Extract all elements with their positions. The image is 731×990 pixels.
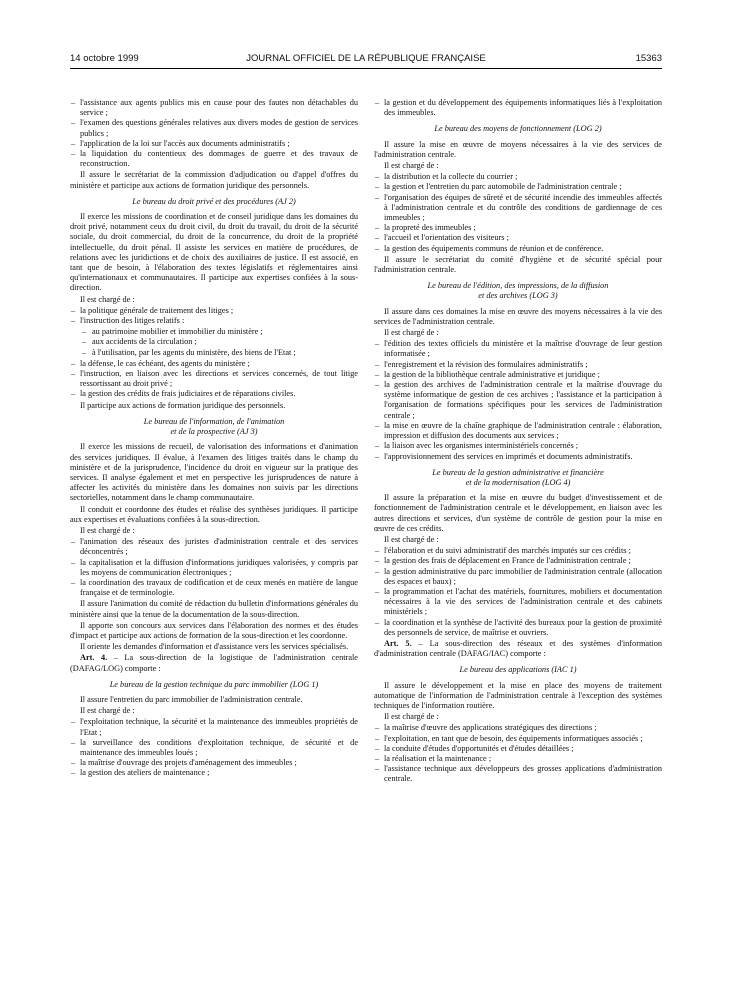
duties-list bbox=[70, 306, 358, 326]
section-heading-iac1: Le bureau des applications (IAC 1) bbox=[459, 665, 577, 675]
section-heading-log3 bbox=[374, 281, 662, 301]
article-text: – La sous-direction de la logistique de l'administration centrale (DAFAG/LOG) comporte : bbox=[70, 653, 358, 673]
list-item: – l'instruction des litiges relatifs : bbox=[70, 316, 358, 326]
list-item: – la programmation et l'achat des matériels, fournitures, mobiliers et documentation nécessaires à la vie des services de l'administration centrale et des cabinets ministériels ; bbox=[374, 587, 662, 618]
article-5 bbox=[374, 639, 662, 659]
duties-list bbox=[374, 546, 662, 638]
paragraph: Il est chargé de : bbox=[80, 294, 135, 304]
list-item: – l'accueil et l'orientation des visiteurs ; bbox=[374, 233, 662, 243]
paragraph: Il participe aux actions de formation juridique des personnels. bbox=[80, 400, 286, 410]
list-item: – la politique générale de traitement des litiges ; bbox=[70, 306, 358, 316]
section-heading-log4 bbox=[374, 468, 662, 488]
page-header bbox=[70, 53, 662, 67]
list-item: – l'application de la loi sur l'accès aux documents administratifs ; bbox=[70, 139, 358, 149]
paragraph: Il est chargé de : bbox=[80, 525, 135, 535]
heading-line: Le bureau de l'édition, des impressions, de la diffusion bbox=[427, 281, 609, 291]
list-item: – l'instruction, en liaison avec les directions et services concernés, de tout litige ressortissant au droit privé ; bbox=[70, 369, 358, 389]
list-item: – la coordination des travaux de codification et de ceux menés en matière de langue française et de terminologie. bbox=[70, 578, 358, 598]
paragraph: Il est chargé de : bbox=[384, 534, 439, 544]
paragraph: Il exerce les missions de coordination et de conseil juridique dans les domaines du droit privé, notamment ceux du droit civil, du droit du travail, du droit de la sécurité sociale, du droit commercial, du droit de la concurrence, du droit de la propriété intellectuelle, du droit pénal. Il assiste les services en matière de procédures, de relations avec les juridictions et de choix des auxiliaires de justice. Il est associé, en tant que de besoin, à l'élaboration des textes législatifs et réglementaires ainsi qu'internationaux et communautaires. Il participe aux expertises confiées à la sous-direction. bbox=[70, 212, 358, 293]
list-item: – la défense, le cas échéant, des agents du ministère ; bbox=[70, 359, 358, 369]
list-item: – la gestion des archives de l'administration centrale et la maîtrise d'ouvrage du système informatique de gestion de ces archives ; l'assistance et la participation à l'organisation de formations spécifiques pour les services de l'administration centrale ; bbox=[374, 380, 662, 421]
list-item: – la gestion des équipements communs de réunion et de conférence. bbox=[374, 244, 662, 254]
heading-line: et des archives (LOG 3) bbox=[478, 291, 558, 301]
list-item: – l'édition des textes officiels du ministère et la maîtrise d'ouvrage de leur gestion informatisée ; bbox=[374, 339, 662, 359]
paragraph: Il exerce les missions de recueil, de valorisation des informations et d'animation des services juridiques. Il évalue, à l'examen des litiges traités dans le champ du ministère et de la jurisprudence, l'incidence du droit en vigueur sur la pratique des services. Il analyse également et met en perspective les jurisprudences de nature à affecter les activités du ministère dans les domaines non suivis par les directions sectorielles, notamment dans le champ communautaire. bbox=[70, 442, 358, 503]
paragraph: Il assure dans ces domaines la mise en œuvre des moyens nécessaires à la vie des services de l'administration centrale. bbox=[374, 306, 662, 326]
article-label: Art. 4. bbox=[80, 653, 108, 663]
list-item: – la gestion des crédits de frais judiciaires et de réparations civiles. bbox=[70, 389, 358, 399]
section-heading-aj2: Le bureau du droit privé et des procédures (AJ 2) bbox=[132, 196, 296, 206]
header-rule bbox=[70, 68, 662, 69]
paragraph: Il oriente les demandes d'information et d'assistance vers les services spécialisés. bbox=[80, 642, 349, 652]
heading-line: et de la prospective (AJ 3) bbox=[170, 427, 258, 437]
list-item: – la propreté des immeubles ; bbox=[374, 223, 662, 233]
list-item: – la conduite d'études d'opportunités et d'études détaillées ; bbox=[374, 744, 662, 754]
section-heading-log2: Le bureau des moyens de fonctionnement (LOG 2) bbox=[434, 124, 602, 134]
list-item: – la mise en œuvre de la chaîne graphique de l'administration centrale : élaboration, impression et diffusion des documents aux services ; bbox=[374, 421, 662, 441]
paragraph: Il assure le secrétariat de la commission d'adjudication ou d'appel d'offres du ministère et participe aux actions de formation juridique des personnels. bbox=[70, 170, 358, 190]
heading-line: Le bureau de la gestion administrative et financière bbox=[432, 467, 604, 477]
list-item: – l'organisation des équipes de sûreté et de sécurité incendie des immeubles affectés à l'administration centrale et du contrôle des conditions de gardiennage de ces immeubles ; bbox=[374, 193, 662, 224]
duties-list bbox=[70, 359, 358, 400]
duties-list bbox=[374, 723, 662, 784]
sub-list-item: – au patrimoine mobilier et immobilier du ministère ; bbox=[70, 327, 358, 337]
list-item: – l'enregistrement et la révision des formulaires administratifs ; bbox=[374, 360, 662, 370]
sub-list bbox=[70, 327, 358, 358]
list-continued bbox=[70, 98, 358, 169]
heading-line: et de la modernisation (LOG 4) bbox=[465, 477, 571, 487]
sub-list-item: – à l'utilisation, par les agents du ministère, des biens de l'Etat ; bbox=[70, 348, 358, 358]
paragraph: Il est chargé de : bbox=[384, 712, 439, 722]
list-item: – la capitalisation et la diffusion d'informations juridiques valorisées, y compris par les moyens de communication électroniques ; bbox=[70, 558, 358, 578]
header-page-number: 15363 bbox=[635, 53, 662, 64]
list-item: – la gestion et l'entretien du parc automobile de l'administration centrale ; bbox=[374, 182, 662, 192]
paragraph: Il assure le développement et la mise en place des moyens de traitement automatique de l'information de l'administration centrale à l'exception des systèmes techniques de l'information routière. bbox=[374, 680, 662, 710]
section-heading-aj3 bbox=[70, 417, 358, 437]
list-item: – la liaison avec les organismes interministériels concernés ; bbox=[374, 441, 662, 451]
paragraph: Il est chargé de : bbox=[384, 161, 439, 171]
list-item: – la gestion administrative du parc immobilier de l'administration centrale (allocation des espaces et baux) ; bbox=[374, 567, 662, 587]
paragraph: Il assure le secrétariat du comité d'hygiène et de sécurité spécial pour l'administration centrale. bbox=[374, 254, 662, 275]
article-4 bbox=[70, 653, 358, 673]
list-item: – l'élaboration et du suivi administratif des marchés imputés sur ces crédits ; bbox=[374, 546, 662, 556]
list-item: – la coordination et la synthèse de l'activité des bureaux pour la gestion de proximité des personnels de service, de maîtrise et ouvriers. bbox=[374, 618, 662, 638]
left-column bbox=[70, 98, 358, 780]
heading-line: Le bureau de l'information, de l'animation bbox=[143, 416, 285, 426]
article-label: Art. 5. bbox=[384, 638, 412, 648]
list-item: – l'assistance technique aux développeurs des grosses applications d'administration centrale. bbox=[374, 764, 662, 784]
list-item: – la réalisation et la maintenance ; bbox=[374, 754, 662, 764]
list-item: – l'exploitation technique, la sécurité et la maintenance des immeubles propriétés de l'Etat ; bbox=[70, 717, 358, 737]
list-item: – la gestion et du développement des équipements informatiques liés à l'exploitation des immeubles. bbox=[374, 98, 662, 118]
paragraph: Il est chargé de : bbox=[80, 706, 135, 716]
paragraph: Il assure la préparation et la mise en œuvre du budget d'investissement et de fonctionnement de l'administration centrale et le développement, en liaison avec les autres directions et services, d'un système de contrôle de gestion pour la mise en œuvre de ces crédits. bbox=[374, 493, 662, 533]
duties-list bbox=[374, 339, 662, 461]
paragraph: Il assure la mise en œuvre de moyens nécessaires à la vie des services de l'administration centrale. bbox=[374, 139, 662, 159]
list-item: – la gestion des ateliers de maintenance ; bbox=[70, 768, 358, 778]
list-item: – la liquidation du contentieux des dommages de guerre et des travaux de reconstruction. bbox=[70, 149, 358, 169]
paragraph: Il est chargé de : bbox=[384, 328, 439, 338]
list-item: – la distribution et la collecte du courrier ; bbox=[374, 172, 662, 182]
list-item: – la maîtrise d'ouvrage des projets d'aménagement des immeubles ; bbox=[70, 758, 358, 768]
list-item: – l'approvisionnement des services en imprimés et documents administratifs. bbox=[374, 452, 662, 462]
list-item: – la gestion de la bibliothèque centrale administrative et juridique ; bbox=[374, 370, 662, 380]
duties-list bbox=[70, 537, 358, 598]
list-item: – l'animation des réseaux des juristes d'administration centrale et des services déconcentrés ; bbox=[70, 537, 358, 557]
duties-list bbox=[374, 172, 662, 254]
article-text: – La sous-direction des réseaux et des systèmes d'information d'administration centrale (DAFAG/IAC) comporte : bbox=[374, 638, 662, 659]
list-continued bbox=[374, 98, 662, 118]
list-item: – l'examen des questions générales relatives aux divers modes de gestion de services publics ; bbox=[70, 118, 358, 138]
list-item: – l'exploitation, en tant que de besoin, des équipements informatiques associés ; bbox=[374, 734, 662, 744]
list-item: – la surveillance des conditions d'exploitation technique, de sécurité et de maintenance des immeubles loués ; bbox=[70, 738, 358, 758]
sub-list-item: – aux accidents de la circulation ; bbox=[70, 337, 358, 347]
list-item: – la gestion des frais de déplacement en France de l'administration centrale ; bbox=[374, 556, 662, 566]
header-title: JOURNAL OFFICIEL DE LA RÉPUBLIQUE FRANÇAISE bbox=[246, 53, 486, 64]
section-heading-log1: Le bureau de la gestion technique du parc immobilier (LOG 1) bbox=[109, 679, 319, 689]
header-date: 14 octobre 1999 bbox=[70, 53, 139, 64]
paragraph: Il assure l'entretien du parc immobilier de l'administration centrale. bbox=[80, 694, 303, 704]
paragraph: Il conduit et coordonne des études et réalise des synthèses juridiques. Il participe aux expertises et évaluations confiées à la sous-direction. bbox=[70, 504, 358, 524]
duties-list bbox=[70, 717, 358, 778]
paragraph: Il assure l'animation du comité de rédaction du bulletin d'informations générales du ministère ainsi que la tenue de la documentation de la sous-direction. bbox=[70, 599, 358, 619]
paragraph: Il apporte son concours aux services dans l'élaboration des normes et des études d'impact et participe aux actions de formation de la sous-direction et les coordonne. bbox=[70, 620, 358, 640]
right-column bbox=[374, 98, 662, 786]
list-item: – l'assistance aux agents publics mis en cause pour des fautes non détachables du service ; bbox=[70, 98, 358, 118]
list-item: – la maîtrise d'œuvre des applications stratégiques des directions ; bbox=[374, 723, 662, 733]
